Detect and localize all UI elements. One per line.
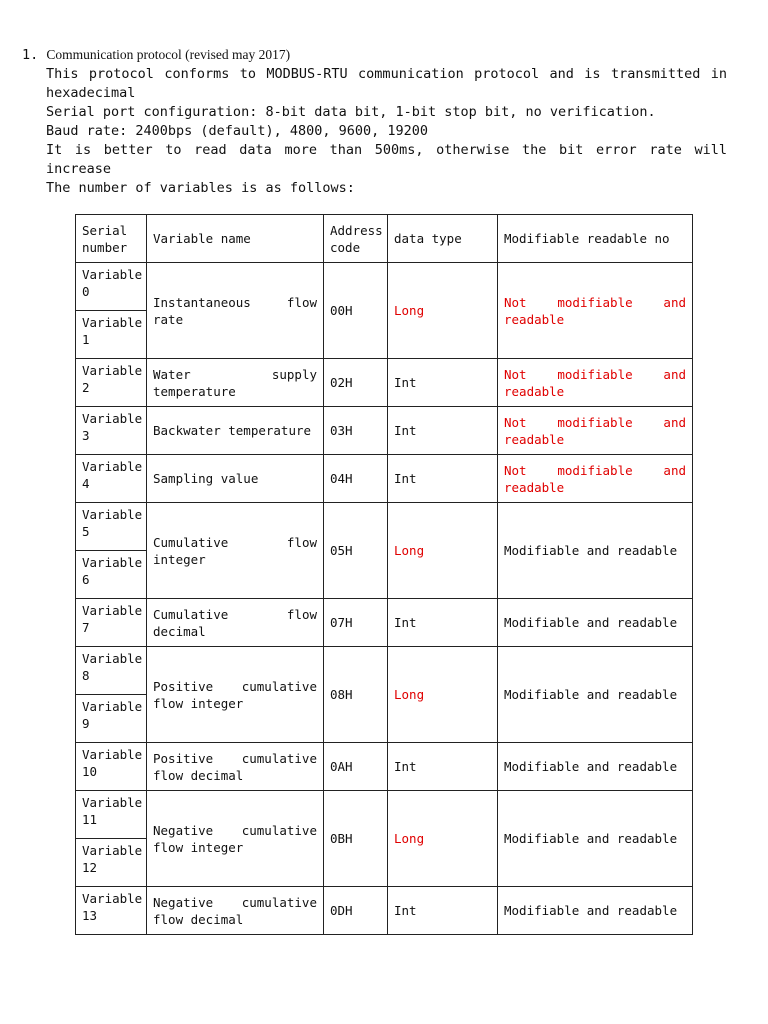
- access-cell: Modifiable and readable: [498, 743, 693, 791]
- access-cell: Modifiable and readable: [498, 791, 693, 887]
- variable-name-cell: Negative cumulative flow integer: [147, 791, 324, 887]
- heading-title: Communication protocol (revised may 2017): [46, 47, 291, 62]
- intro-line-read-interval: It is better to read data more than 500ms, otherwise the bit error rate will: [46, 142, 727, 158]
- serial-number-cell: Variable 11: [76, 791, 147, 839]
- serial-number-cell: Variable 1: [76, 311, 147, 359]
- table-row: [76, 743, 693, 791]
- address-code-cell: 0BH: [324, 791, 388, 887]
- access-cell: Not modifiable and readable: [498, 359, 693, 407]
- address-code-cell: 00H: [324, 263, 388, 359]
- header-variable-name: Variable name: [147, 215, 324, 263]
- table-header-row: [76, 215, 693, 263]
- table-row: [76, 887, 693, 935]
- address-code-cell: 02H: [324, 359, 388, 407]
- section-heading: [22, 45, 727, 65]
- table-row: [76, 263, 693, 311]
- intro-line-read-interval-cont: increase: [46, 161, 112, 177]
- data-type-cell: Long: [388, 647, 498, 743]
- serial-number-cell: Variable 13: [76, 887, 147, 935]
- table-row: [76, 407, 693, 455]
- header-data-type: data type: [388, 215, 498, 263]
- variable-name-cell: Water supply temperature: [147, 359, 324, 407]
- serial-number-cell: Variable 12: [76, 839, 147, 887]
- table-row: [76, 599, 693, 647]
- address-code-cell: 04H: [324, 455, 388, 503]
- data-type-cell: Int: [388, 743, 498, 791]
- variable-name-cell: Positive cumulative flow integer: [147, 647, 324, 743]
- intro-line-variables: The number of variables is as follows:: [46, 180, 355, 196]
- data-type-cell: Int: [388, 455, 498, 503]
- data-type-cell: Int: [388, 359, 498, 407]
- intro-section: [22, 45, 727, 198]
- address-code-cell: 08H: [324, 647, 388, 743]
- table-row: [76, 455, 693, 503]
- serial-number-cell: Variable 8: [76, 647, 147, 695]
- serial-number-cell: Variable 0: [76, 263, 147, 311]
- variable-name-cell: Instantaneous flow rate: [147, 263, 324, 359]
- variable-name-cell: Backwater temperature: [147, 407, 324, 455]
- intro-line-protocol-cont: hexadecimal: [46, 85, 136, 101]
- access-cell: Not modifiable and readable: [498, 455, 693, 503]
- data-type-cell: Long: [388, 503, 498, 599]
- address-code-cell: 05H: [324, 503, 388, 599]
- data-type-cell: Long: [388, 791, 498, 887]
- serial-number-cell: Variable 5: [76, 503, 147, 551]
- variable-name-cell: Sampling value: [147, 455, 324, 503]
- intro-line-baud-rate: Baud rate: 2400bps (default), 4800, 9600, 19200: [46, 123, 429, 139]
- address-code-cell: 0DH: [324, 887, 388, 935]
- table-row: [76, 503, 693, 551]
- serial-number-cell: Variable 9: [76, 695, 147, 743]
- variable-name-cell: Positive cumulative flow decimal: [147, 743, 324, 791]
- header-modifiable: Modifiable readable no: [498, 215, 693, 263]
- header-address-code: Address code: [324, 215, 388, 263]
- header-serial-number: Serial number: [76, 215, 147, 263]
- access-cell: Modifiable and readable: [498, 503, 693, 599]
- address-code-cell: 07H: [324, 599, 388, 647]
- serial-number-cell: Variable 10: [76, 743, 147, 791]
- serial-number-cell: Variable 6: [76, 551, 147, 599]
- access-cell: Modifiable and readable: [498, 887, 693, 935]
- data-type-cell: Int: [388, 887, 498, 935]
- table-row: [76, 647, 693, 695]
- variables-table: [75, 214, 693, 935]
- heading-number: 1.: [22, 47, 39, 63]
- address-code-cell: 03H: [324, 407, 388, 455]
- variable-name-cell: Cumulative flow integer: [147, 503, 324, 599]
- intro-line-serial-config: Serial port configuration: 8-bit data bit, 1-bit stop bit, no verification.: [46, 104, 656, 120]
- serial-number-cell: Variable 7: [76, 599, 147, 647]
- access-cell: Modifiable and readable: [498, 647, 693, 743]
- data-type-cell: Long: [388, 263, 498, 359]
- table-row: [76, 359, 693, 407]
- data-type-cell: Int: [388, 407, 498, 455]
- access-cell: Not modifiable and readable: [498, 407, 693, 455]
- variable-name-cell: Cumulative flow decimal: [147, 599, 324, 647]
- access-cell: Modifiable and readable: [498, 599, 693, 647]
- access-cell: Not modifiable and readable: [498, 263, 693, 359]
- address-code-cell: 0AH: [324, 743, 388, 791]
- intro-line-protocol: This protocol conforms to MODBUS-RTU communication protocol and is transmitted in: [46, 66, 727, 82]
- serial-number-cell: Variable 3: [76, 407, 147, 455]
- data-type-cell: Int: [388, 599, 498, 647]
- serial-number-cell: Variable 2: [76, 359, 147, 407]
- variable-name-cell: Negative cumulative flow decimal: [147, 887, 324, 935]
- table-row: [76, 791, 693, 839]
- serial-number-cell: Variable 4: [76, 455, 147, 503]
